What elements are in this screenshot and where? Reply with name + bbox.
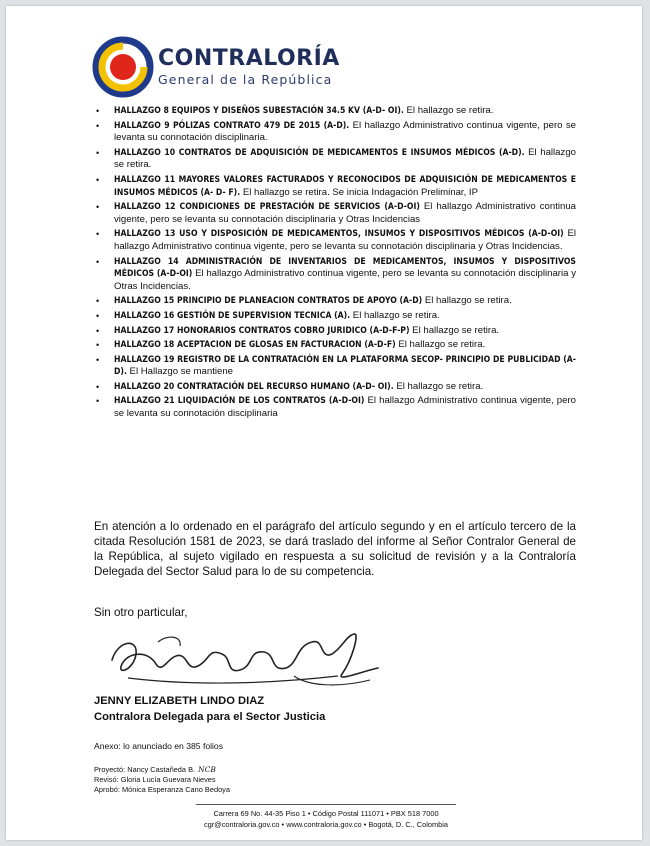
bullet-icon: •	[96, 340, 100, 351]
finding-item	[94, 201, 576, 226]
finding-code: HALLAZGO 15 PRINCIPIO DE PLANEACION CONTRATOS DE APOYO (A-D)	[114, 296, 423, 307]
finding-code: HALLAZGO 18 ACEPTACION DE GLOSAS EN FACTURACION (A-D-F)	[114, 340, 396, 351]
bullet-icon: •	[96, 396, 100, 407]
finding-code: HALLAZGO 16 GESTIÓN DE SUPERVISION TECNICA (A).	[114, 310, 351, 321]
bullet-icon: •	[96, 174, 100, 185]
bullet-icon: •	[96, 296, 100, 307]
bullet-icon: •	[96, 106, 100, 116]
bullet-icon: •	[96, 354, 100, 365]
finding-code: HALLAZGO 8 EQUIPOS Y DISEÑOS SUBESTACIÓN 34.5 KV (A-D- OI).	[114, 106, 404, 116]
bullet-icon: •	[96, 325, 100, 336]
finding-code: HALLAZGO 9 PÓLIZAS CONTRATO 479 DE 2015 (A-D).	[114, 120, 350, 131]
finding-item	[94, 395, 576, 420]
finding-status: El hallazgo Administrativo continua vigente, pero se levanta su connotación disciplinaria	[114, 395, 576, 420]
finding-item	[94, 174, 576, 199]
signer-role: Contralora Delegada para el Sector Justicia	[94, 711, 326, 723]
org-subtitle: General de la República	[158, 72, 333, 87]
finding-code: HALLAZGO 12 CONDICIONES DE PRESTACIÓN DE SERVICIOS (A-D-OI)	[114, 202, 420, 213]
credit-line	[94, 785, 230, 795]
bullet-icon: •	[96, 120, 100, 131]
contraloria-logo	[92, 36, 352, 100]
bullet-icon: •	[96, 256, 100, 267]
annex-note: Anexo: lo anunciado en 385 folios	[94, 741, 224, 751]
footer-contact: cgr@contraloria.gov.co • www.contraloria.gov.co • Bogotá, D. C., Colombia	[203, 820, 449, 829]
finding-code: HALLAZGO 17 HONORARIOS CONTRATOS COBRO JURIDICO (A-D-F-P)	[114, 325, 410, 336]
finding-status: El hallazgo se retira.	[393, 380, 484, 392]
finding-status: El hallazgo se retira.	[403, 105, 494, 116]
finding-status: El hallazgo se retira.	[395, 339, 486, 351]
findings-list	[94, 105, 576, 423]
finding-status: El hallazgo se retira. Se inicia Indagación Preliminar, IP	[240, 186, 478, 198]
document-page	[6, 6, 642, 840]
finding-item	[94, 339, 576, 352]
credit-line	[94, 765, 230, 775]
contraloria-emblem-icon	[92, 36, 154, 98]
bullet-icon: •	[96, 229, 100, 240]
finding-item	[94, 256, 576, 294]
signer-name: JENNY ELIZABETH LINDO DIAZ	[94, 695, 265, 707]
credit-line	[94, 775, 230, 785]
finding-item	[94, 228, 576, 253]
credit-label: Proyectó: Nancy Castañeda B.	[94, 765, 196, 774]
page-footer	[116, 804, 536, 830]
finding-status: El hallazgo Administrativo continua vigente, pero se levanta su connotación disciplinaria y Otras Incidencias	[114, 201, 576, 225]
finding-status: El hallazgo se retira.	[409, 324, 500, 336]
footer-divider	[196, 804, 456, 805]
bullet-icon: •	[96, 310, 100, 321]
finding-status: El hallazgo se retira.	[114, 146, 576, 171]
finding-status: El hallazgo se retira.	[350, 309, 440, 321]
finding-item	[94, 120, 576, 145]
finding-code: HALLAZGO 20 CONTRATACIÓN DEL RECURSO HUMANO (A-D- OI).	[114, 381, 394, 392]
finding-code: HALLAZGO 11 MAYORES VALORES FACTURADOS Y RECONOCIDOS DE ADQUISICIÓN DE MEDICAMENTOS E INSUMOS MÉDICOS (A- D- F).	[114, 174, 576, 198]
finding-status: El hallazgo Administrativo continua vigente, pero se levanta su connotación disciplinaria y Otras Incidencias.	[114, 228, 576, 252]
closing-phrase: Sin otro particular,	[94, 606, 188, 619]
finding-item	[94, 354, 576, 379]
bullet-icon: •	[96, 381, 100, 392]
footer-address: Carrera 69 No. 44-35 Piso 1 • Código Postal 111071 • PBX 518 7000	[213, 809, 439, 818]
finding-status: El Hallazgo se mantiene	[126, 366, 234, 378]
finding-code: HALLAZGO 21 LIQUIDACIÓN DE LOS CONTRATOS (A-D-OI)	[114, 396, 365, 407]
handwritten-signature	[98, 620, 398, 702]
finding-item	[94, 310, 576, 323]
finding-status: El hallazgo Administrativo continua vigente, pero se levanta su connotación disciplinaria.	[114, 119, 576, 144]
finding-item	[94, 147, 576, 172]
credits-list	[94, 765, 230, 795]
credit-initials: NCB	[198, 765, 216, 774]
finding-code: HALLAZGO 14 ADMINISTRACIÓN DE INVENTARIOS DE MEDICAMENTOS, INSUMOS Y DISPOSITIVOS MÉDICOS (A-D-OI)	[114, 256, 576, 280]
finding-code: HALLAZGO 13 USO Y DISPOSICIÓN DE MEDICAMENTOS, INSUMOS Y DISPOSITIVOS MÉDICOS (A-D-OI)	[114, 229, 564, 240]
credit-label: Aprobó: Mónica Esperanza Cano Bedoya	[94, 785, 230, 794]
body-paragraph: En atención a lo ordenado en el parágrafo del artículo segundo y en el artículo tercero de la citada Resolución 1581 de 2023, se dará traslado del informe al Señor Contralor General de la República, al sujeto vigilado en respuesta a su solicitud de revisión y a la Contraloría Delegada del Sector Salud para lo de su competencia.	[94, 520, 576, 578]
org-name: CONTRALORÍA	[158, 46, 340, 71]
bullet-icon: •	[96, 147, 100, 158]
finding-code: HALLAZGO 10 CONTRATOS DE ADQUISICIÓN DE MEDICAMENTOS E INSUMOS MÉDICOS (A-D).	[114, 147, 525, 158]
finding-item	[94, 295, 576, 308]
bullet-icon: •	[96, 202, 100, 213]
finding-code: HALLAZGO 19 REGISTRO DE LA CONTRATACIÓN EN LA PLATAFORMA SECOP- PRINCIPIO DE PUBLICIDAD (A-D).	[114, 354, 576, 378]
finding-item	[94, 325, 576, 338]
finding-status: El hallazgo Administrativo continua vigente, pero se levanta su connotación disciplinaria y Otras Incidencias.	[114, 268, 576, 292]
finding-status: El hallazgo se retira.	[422, 295, 512, 307]
finding-item	[94, 381, 576, 394]
finding-item	[94, 105, 576, 118]
credit-label: Revisó: Gloria Lucía Guevara Nieves	[94, 775, 216, 784]
